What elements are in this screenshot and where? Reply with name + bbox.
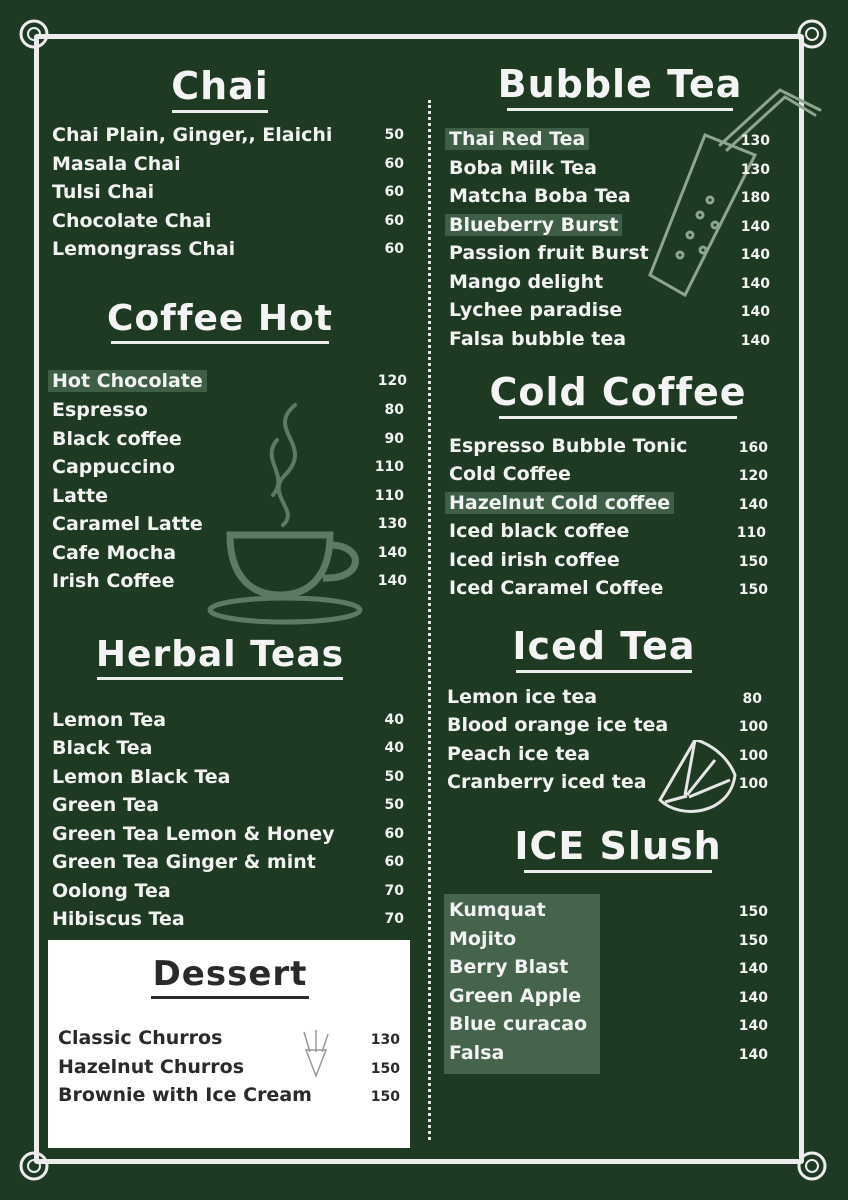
menu-price: 130 — [740, 162, 770, 178]
menu-price: 60 — [384, 184, 404, 200]
menu-item: Blood orange ice tea — [447, 714, 669, 736]
section-title-text: Iced Tea — [512, 624, 696, 668]
menu-item: Boba Milk Tea — [449, 157, 597, 179]
menu-price: 140 — [740, 333, 770, 349]
menu-item: Latte — [52, 485, 108, 507]
corner-scribble-icon — [794, 1148, 830, 1184]
menu-price: 140 — [377, 545, 407, 561]
menu-price: 120 — [738, 468, 768, 484]
section-title-herbal-teas — [60, 634, 380, 680]
menu-item — [449, 491, 674, 515]
menu-price: 130 — [377, 516, 407, 532]
section-title-text: Bubble Tea — [497, 62, 743, 106]
corner-scribble-icon — [16, 16, 52, 52]
menu-item: Lychee paradise — [449, 299, 623, 321]
menu-price: 60 — [384, 156, 404, 172]
menu-item: Berry Blast — [449, 956, 569, 978]
highlighted-item: Hazelnut Cold coffee — [445, 492, 674, 514]
section-title-text: Coffee Hot — [107, 298, 333, 339]
menu-price: 80 — [384, 402, 404, 418]
menu-price: 150 — [738, 933, 768, 949]
menu-item: Mojito — [449, 928, 517, 950]
menu-item: Blue curacao — [449, 1013, 588, 1035]
menu-item — [52, 369, 207, 393]
menu-price: 110 — [736, 525, 766, 541]
menu-price: 130 — [370, 1032, 400, 1048]
menu-price: 140 — [738, 1047, 768, 1063]
title-underline — [97, 677, 343, 680]
section-title-ice-slush — [458, 824, 778, 873]
highlighted-item: Blueberry Burst — [445, 214, 622, 236]
menu-item: Falsa — [449, 1042, 505, 1064]
menu-price: 140 — [740, 219, 770, 235]
menu-price: 160 — [738, 440, 768, 456]
menu-item: Chai Plain, Ginger,, Elaichi — [52, 124, 333, 146]
menu-item: Cafe Mocha — [52, 542, 177, 564]
menu-item — [449, 213, 622, 237]
menu-price: 140 — [377, 573, 407, 589]
section-title-coffee-hot — [60, 298, 380, 344]
section-title-text: Dessert — [152, 954, 308, 994]
menu-price: 100 — [738, 748, 768, 764]
title-underline — [111, 341, 329, 344]
menu-price: 110 — [374, 459, 404, 475]
menu-item: Green Tea Lemon & Honey — [52, 823, 335, 845]
menu-price: 140 — [738, 1018, 768, 1034]
section-title-dessert — [100, 954, 360, 999]
menu-price: 150 — [738, 582, 768, 598]
section-title-chai — [60, 64, 380, 113]
section-title-bubble-tea — [460, 62, 780, 111]
menu-price: 150 — [738, 554, 768, 570]
title-underline — [172, 110, 268, 113]
title-underline — [524, 870, 712, 873]
churros-icon — [298, 1030, 334, 1078]
menu-item: Green Tea Ginger & mint — [52, 851, 316, 873]
menu-price: 130 — [740, 133, 770, 149]
coffee-cup-icon — [205, 400, 370, 630]
menu-price: 140 — [740, 247, 770, 263]
highlighted-item: Thai Red Tea — [445, 128, 589, 150]
menu-price: 150 — [738, 904, 768, 920]
menu-item: Passion fruit Burst — [449, 242, 649, 264]
menu-item: Kumquat — [449, 899, 546, 921]
menu-item: Cranberry iced tea — [447, 771, 647, 793]
menu-item: Green Apple — [449, 985, 582, 1007]
menu-item: Black Tea — [52, 737, 153, 759]
menu-item: Oolong Tea — [52, 880, 171, 902]
section-title-iced-tea — [444, 624, 764, 673]
menu-price: 90 — [384, 431, 404, 447]
menu-price: 150 — [370, 1061, 400, 1077]
title-underline — [507, 108, 733, 111]
menu-price: 70 — [384, 883, 404, 899]
menu-price: 150 — [370, 1089, 400, 1105]
menu-item: Falsa bubble tea — [449, 328, 627, 350]
menu-price: 140 — [738, 990, 768, 1006]
menu-item: Irish Coffee — [52, 570, 175, 592]
menu-item: Caramel Latte — [52, 513, 203, 535]
section-title-text: Chai — [171, 64, 269, 108]
menu-item: Classic Churros — [58, 1027, 223, 1049]
menu-price: 110 — [374, 488, 404, 504]
menu-price: 120 — [377, 373, 407, 389]
menu-item — [449, 127, 589, 151]
menu-price: 140 — [738, 961, 768, 977]
section-title-text: Herbal Teas — [95, 634, 345, 675]
menu-item: Black coffee — [52, 428, 182, 450]
menu-item: Espresso Bubble Tonic — [449, 435, 688, 457]
menu-price: 50 — [384, 797, 404, 813]
menu-item: Lemon Tea — [52, 709, 167, 731]
menu-item: Iced irish coffee — [449, 549, 620, 571]
menu-item: Hibiscus Tea — [52, 908, 185, 930]
column-divider — [428, 100, 431, 1140]
title-underline — [151, 996, 309, 999]
section-title-text: Cold Coffee — [489, 370, 747, 414]
corner-scribble-icon — [794, 16, 830, 52]
menu-price: 70 — [384, 911, 404, 927]
corner-scribble-icon — [16, 1148, 52, 1184]
menu-price: 50 — [384, 127, 404, 143]
title-underline — [499, 416, 737, 419]
menu-price: 60 — [384, 854, 404, 870]
menu-price: 60 — [384, 241, 404, 257]
menu-price: 60 — [384, 826, 404, 842]
menu-item: Cappuccino — [52, 456, 176, 478]
menu-price: 40 — [384, 712, 404, 728]
menu-item: Mango delight — [449, 271, 604, 293]
menu-item: Cold Coffee — [449, 463, 571, 485]
menu-item: Hazelnut Churros — [58, 1056, 245, 1078]
menu-item: Brownie with Ice Cream — [58, 1084, 312, 1106]
section-title-cold-coffee — [458, 370, 778, 419]
menu-item: Masala Chai — [52, 153, 181, 175]
menu-price: 140 — [738, 497, 768, 513]
menu-item: Lemon ice tea — [447, 686, 598, 708]
menu-item: Green Tea — [52, 794, 160, 816]
menu-item: Matcha Boba Tea — [449, 185, 631, 207]
menu-item: Tulsi Chai — [52, 181, 155, 203]
menu-price: 180 — [740, 190, 770, 206]
menu-item: Iced Caramel Coffee — [449, 577, 664, 599]
title-underline — [516, 670, 692, 673]
menu-price: 60 — [384, 213, 404, 229]
menu-price: 50 — [384, 769, 404, 785]
menu-item: Lemon Black Tea — [52, 766, 231, 788]
menu-item: Iced black coffee — [449, 520, 630, 542]
highlighted-item: Hot Chocolate — [48, 370, 207, 392]
menu-price: 140 — [740, 304, 770, 320]
menu-price: 80 — [742, 691, 762, 707]
section-title-text: ICE Slush — [514, 824, 722, 868]
menu-price: 40 — [384, 740, 404, 756]
menu-item: Espresso — [52, 399, 148, 421]
menu-price: 140 — [740, 276, 770, 292]
menu-price: 100 — [738, 776, 768, 792]
menu-item: Peach ice tea — [447, 743, 591, 765]
menu-item: Chocolate Chai — [52, 210, 212, 232]
menu-price: 100 — [738, 719, 768, 735]
menu-item: Lemongrass Chai — [52, 238, 236, 260]
